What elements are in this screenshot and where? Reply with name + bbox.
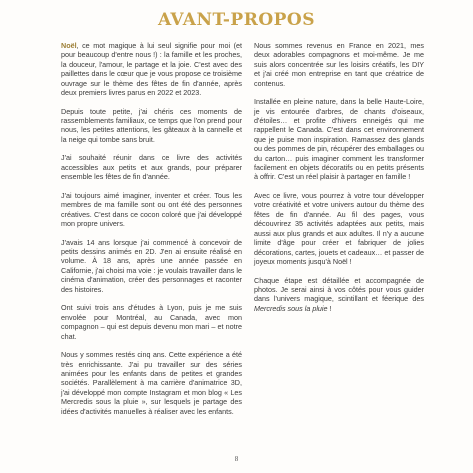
paragraph: Ont suivi trois ans d'études à Lyon, puis je me suis envolée pour Montréal, au Canada, avec mon compagnon – qui est depuis devenu mon mari – et notre chat. [61, 303, 242, 341]
paragraph: Nous y sommes restés cinq ans. Cette expérience a été très enrichissante. J'ai pu travailler sur des séries animées pour les enfants dans de petites et grandes sociétés. Parallèlement à ma carrière d'animatrice 3D, j'ai développé mon compte Instagram et mon blog « Les Mercredis sous la pluie », sur lesquels je partage des idées d'activités manuelles à réaliser avec les enfants. [61, 350, 242, 416]
right-column [254, 41, 424, 322]
paragraph-text: , ce mot magique à lui seul signifie pour moi (et pour beaucoup d'entre nous !) : la famille et les proches, la douceur, l'amour, le partage et la joie. C'est avec des paillettes dans le cœur que je vous propose ce troisième ouvrage sur le thème des fêtes de fin d'année, après deux premiers livres parus en 2022 et 2023. [61, 41, 242, 98]
blog-name: Mercredis sous la pluie [254, 303, 328, 313]
paragraph: Nous sommes revenus en France en 2021, mes deux adorables compagnons et moi-même. Je me suis alors concentrée sur les loisirs créatifs, les DIY et j'ai créé mon entreprise en tant que créatrice de contenus. [254, 41, 424, 88]
paragraph: J'ai souhaité réunir dans ce livre des activités accessibles aux petits et aux grands, pour préparer ensemble les fêtes de fin d'année. [61, 153, 242, 182]
paragraph [254, 276, 424, 314]
page-number: 8 [234, 455, 239, 463]
paragraph: Avec ce livre, vous pourrez à votre tour développer votre créativité et votre univers autour du thème des fêtes de fin d'année. Au fil des pages, vous découvrirez 35 activités adaptées aux petits, mais aussi aux plus grands et aux adultes. Il n'y a aucune limite d'âge pour créer et fabriquer de jolies décorations, cartes, jouets et cadeaux… et passer de joyeux moments jusqu'à Noël ! [254, 191, 424, 266]
highlight-word: Noël [61, 41, 77, 50]
paragraph: J'avais 14 ans lorsque j'ai commencé à concevoir de petits dessins animés en 2D. J'en ai ensuite réalisé en volume. À 18 ans, après une année passée en Californie, j'ai choisi ma voie : je voulais travailler dans le cinéma d'animation, créer des personnages et raconter des histoires. [61, 237, 242, 294]
paragraph-end: ! [327, 303, 332, 313]
paragraph: Installée en pleine nature, dans la belle Haute-Loire, je vis entourée d'arbres, de chants d'oiseaux, d'étoiles… et profite d'hivers enneigés qui me rappellent le Canada. C'est dans cet environnement que je puise mon inspiration. Ramassez des glands ou des pommes de pin, récupérer des emballages ou du carton… puis imaginer comment les transformer facilement en objets décoratifs ou en petits présents à offrir. C'est un réel plaisir à partager en famille ! [254, 97, 424, 182]
paragraph: J'ai toujours aimé imaginer, inventer et créer. Tous les membres de ma famille sont ou ont été des personnes créatives. C'est dans ce cocon coloré que j'ai développé mon propre univers. [61, 190, 242, 229]
paragraph [61, 41, 242, 97]
paragraph-text: Chaque étape est détaillée et accompagnée de photos. Je serai ainsi à vos côtés pour vous guider dans l'univers magique, scintillant et féerique des [254, 275, 424, 304]
page-title: AVANT-PROPOS [157, 10, 316, 30]
paragraph: Depuis toute petite, j'ai chéris ces moments de rassemblements familiaux, ce temps que l'on prend pour nous, les petites attentions, les gâteaux à la cannelle et la neige qui tombe sans bruit. [61, 106, 242, 144]
left-column [61, 41, 242, 425]
